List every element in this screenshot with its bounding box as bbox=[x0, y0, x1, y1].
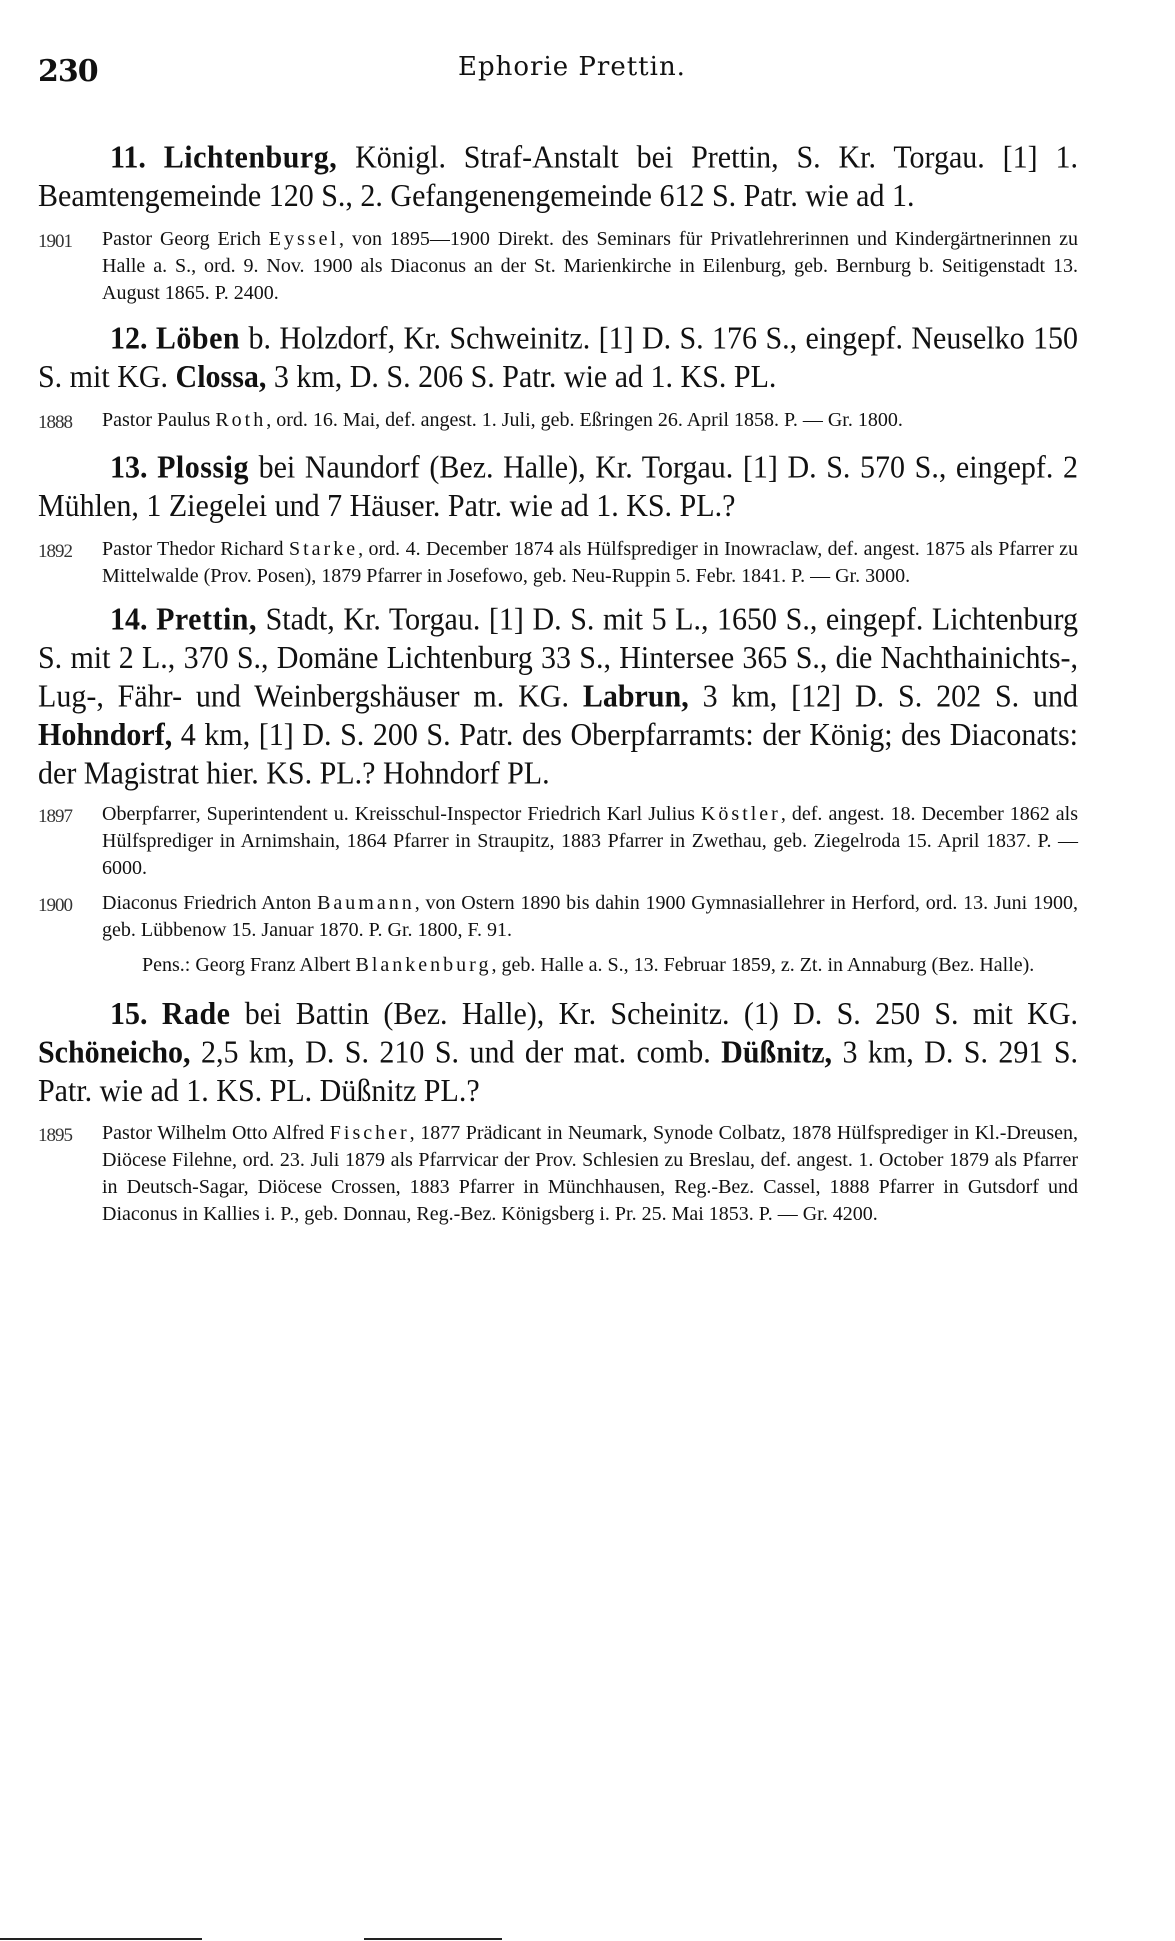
place-name: Prettin, bbox=[156, 602, 257, 637]
pastor-bio: , 1877 Prädicant in Neumark, Synode Colbatz, 1878 Hülfsprediger in Kl.-Dreusen, Diöcese Filehne, ord. 23. Juli 1879 als Pfarrvicar der Prov. Schlesien zu Breslau, def. angest. 1. October 1879 als Pfarrer in Deutsch-Sagar, Diöcese Crossen, 1883 Pfarrer in Münchhausen, Reg.-Bez. Cassel, 1888 Pfarrer in Gutsdorf und Diaconus in Kallies i. P., geb. Donnau, Reg.-Bez. Königsberg i. Pr. 25. Mai 1853. P. — Gr. 4200. bbox=[102, 1122, 1079, 1225]
appointment-year: 1888 bbox=[38, 412, 72, 433]
pastor-title: Pastor Paulus bbox=[102, 409, 211, 431]
entry-heading bbox=[38, 995, 1078, 1110]
place-name: Rade bbox=[161, 996, 231, 1032]
pastor-bio: , ord. 4. December 1874 als Hülfsprediger in Inowraclaw, def. angest. 1875 als Pfarrer zu Mittelwalde (Prov. Posen), 1879 Pfarrer in Josefowo, geb. Neu-Ruppin 5. Febr. 1841. P. — Gr. 3000. bbox=[102, 538, 1079, 587]
pastor-bio: , def. angest. 18. December 1862 als Hülfsprediger in Arnimshain, 1864 Pfarrer in Straupitz, 1883 Pfarrer in Zwethau, geb. Ziegelroda 15. April 1837. P. — 6000. bbox=[102, 803, 1079, 879]
parish-entry-12 bbox=[38, 321, 1078, 436]
entry-description: bei Battin (Bez. Halle), Kr. Scheinitz. (1) D. S. 250 S. mit KG. bbox=[244, 996, 1079, 1032]
entry-description: Königl. Straf-Anstalt bei Prettin, S. Kr. Torgau. [1] 1. Beamtengemeinde 120 S., 2. Gefangenengemeinde 612 S. Patr. wie ad 1. bbox=[38, 140, 1078, 214]
pastor-text bbox=[80, 536, 1078, 590]
parish-entry-13 bbox=[38, 450, 1078, 590]
pensioner-surname: Blankenburg bbox=[355, 954, 492, 976]
entry-description-cont: 3 km, D. S. 291 S. Patr. wie ad 1. KS. PL. Düßnitz PL.? bbox=[38, 1035, 1079, 1109]
pastor-record bbox=[38, 407, 1078, 436]
pensioner-record bbox=[38, 952, 1078, 979]
pastor-text bbox=[80, 1120, 1078, 1228]
entry-description: b. Holzdorf, Kr. Schweinitz. [1] D. S. 176 S., eingepf. Neuselko 150 S. mit KG. bbox=[38, 321, 1079, 395]
pastor-text bbox=[80, 407, 1078, 436]
pastor-text bbox=[80, 801, 1078, 882]
place-name: Plossig bbox=[157, 450, 249, 485]
pensioner-title: Pens.: Georg Franz Albert bbox=[142, 954, 351, 976]
pastor-surname: Köstler bbox=[700, 803, 781, 825]
entry-number: 14. bbox=[110, 602, 148, 637]
place-name: Lichtenburg, bbox=[163, 140, 338, 175]
pastor-bio: , ord. 16. Mai, def. angest. 1. Juli, geb. Eßringen 26. April 1858. P. — Gr. 1800. bbox=[266, 409, 903, 431]
pastor-title: Pastor Thedor Richard bbox=[102, 538, 284, 560]
entry-number: 13. bbox=[110, 450, 148, 485]
parish-entry-14 bbox=[38, 604, 1078, 979]
running-title: Ephorie Prettin. bbox=[458, 52, 686, 82]
entry-description-cont: 3 km, D. S. 206 S. Patr. wie ad 1. KS. PL. bbox=[273, 360, 777, 395]
pastor-bio: , von Ostern 1890 bis dahin 1900 Gymnasiallehrer in Herford, ord. 13. Juni 1900, geb. Lübbenow 15. Januar 1870. P. Gr. 1800, F. 91. bbox=[102, 892, 1079, 941]
entry-heading bbox=[38, 139, 1078, 216]
pastor-title: Pastor Georg Erich bbox=[102, 228, 261, 250]
pastor-text bbox=[80, 226, 1078, 307]
appointment-year: 1892 bbox=[38, 541, 72, 562]
pastor-title: Diaconus Friedrich Anton bbox=[102, 892, 312, 914]
appointment-year: 1895 bbox=[38, 1125, 72, 1146]
entry-description: Stadt, Kr. Torgau. [1] D. S. mit 5 L., 1650 S., eingepf. Lichtenburg S. mit 2 L., 370 S., Domäne Lichtenburg 33 S., Hintersee 365 S., die Nachthainichts-, Lug-, Fähr- und Weinbergshäuser m. KG. bbox=[38, 602, 1078, 714]
appointment-year: 1901 bbox=[38, 231, 72, 252]
footer-rule bbox=[0, 1938, 202, 1940]
entry-description: bei Naundorf (Bez. Halle), Kr. Torgau. [1] D. S. 570 S., eingepf. 2 Mühlen, 1 Ziegelei und 7 Häuser. Patr. wie ad 1. KS. PL.? bbox=[38, 450, 1078, 524]
pastor-surname: Fischer bbox=[329, 1122, 410, 1144]
page-header bbox=[38, 48, 1075, 88]
page-number: 230 bbox=[38, 54, 98, 89]
entry-heading bbox=[38, 320, 1078, 397]
appointment-year: 1897 bbox=[38, 806, 72, 827]
pastor-surname: Roth bbox=[215, 409, 267, 431]
appointment-year: 1900 bbox=[38, 895, 72, 916]
entry-number: 11. bbox=[110, 140, 146, 175]
filial-place-name: Clossa, bbox=[175, 360, 267, 395]
pastor-bio: , von 1895—1900 Direkt. des Seminars für Privatlehrerinnen und Kindergärtnerinnen zu Halle a. S., ord. 9. Nov. 1900 als Diaconus an der St. Marienkirche in Eilenburg, geb. Bernburg b. Seitigenstadt 13. August 1865. P. 2400. bbox=[102, 228, 1078, 304]
pastor-title: Pastor Wilhelm Otto Alfred bbox=[102, 1122, 325, 1144]
filial-place-name: Hohndorf, bbox=[38, 717, 173, 753]
entry-heading bbox=[38, 449, 1078, 526]
page-content bbox=[38, 140, 1078, 1242]
entry-number: 12. bbox=[110, 321, 148, 356]
filial-place-name: Düßnitz, bbox=[721, 1035, 833, 1070]
pastor-title: Oberpfarrer, Superintendent u. Kreisschul-Inspector Friedrich Karl Julius bbox=[102, 803, 695, 825]
entry-heading bbox=[38, 600, 1078, 792]
pastor-surname: Baumann bbox=[317, 892, 415, 914]
filial-place-name: Schöneicho, bbox=[38, 1035, 191, 1070]
place-name: Löben bbox=[155, 321, 241, 356]
entry-description-cont: 2,5 km, D. S. 210 S. und der mat. comb. bbox=[200, 1035, 711, 1070]
parish-entry-15 bbox=[38, 997, 1078, 1228]
entry-number: 15. bbox=[110, 996, 148, 1032]
filial-place-name: Labrun, bbox=[582, 679, 689, 714]
pensioner-bio: , geb. Halle a. S., 13. Februar 1859, z. Zt. in Annaburg (Bez. Halle). bbox=[491, 954, 1035, 976]
footer-rule bbox=[364, 1938, 502, 1940]
pastor-record bbox=[38, 536, 1078, 590]
pastor-record bbox=[38, 1120, 1078, 1228]
pastor-record bbox=[38, 226, 1078, 307]
parish-entry-11 bbox=[38, 140, 1078, 307]
pastor-record bbox=[38, 890, 1078, 944]
entry-description-cont: 4 km, [1] D. S. 200 S. Patr. des Oberpfarramts: der König; des Diaconats: der Magistrat hier. KS. PL.? Hohndorf PL. bbox=[38, 717, 1079, 791]
pastor-record bbox=[38, 801, 1078, 882]
pastor-surname: Starke bbox=[289, 538, 359, 560]
pastor-surname: Eyssel bbox=[268, 228, 340, 250]
pastor-text bbox=[80, 890, 1078, 944]
entry-description-cont: 3 km, [12] D. S. 202 S. und bbox=[702, 679, 1079, 714]
